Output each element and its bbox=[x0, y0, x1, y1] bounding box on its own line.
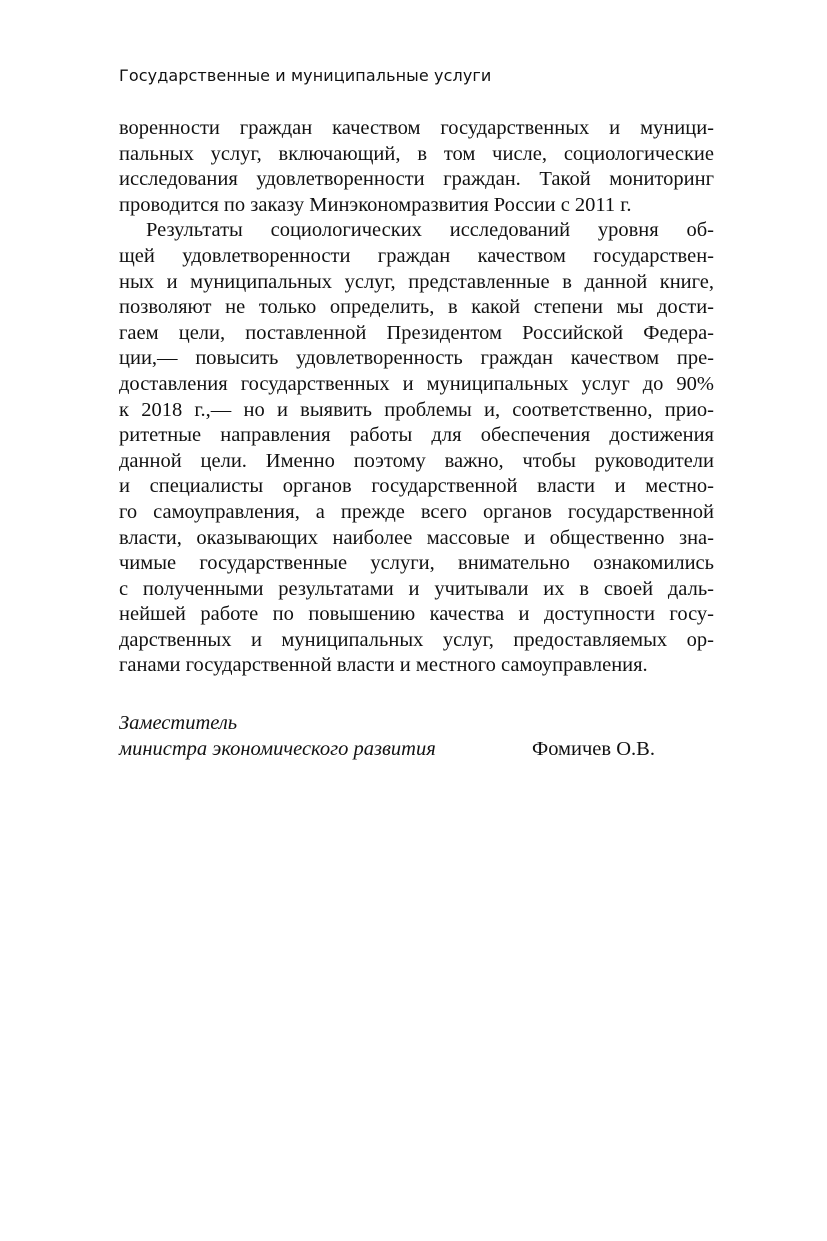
text-line: доставления государственных и муниципальных услуг до 90% bbox=[119, 372, 714, 395]
signature-name: Фомичев О.В. bbox=[532, 737, 655, 760]
text-line: нейшей работе по повышению качества и доступности госу- bbox=[119, 603, 714, 626]
text-line: и специалисты органов государственной власти и местно- bbox=[119, 475, 714, 498]
signature-role-line-2: министра экономического развития bbox=[119, 737, 436, 760]
body-text bbox=[119, 116, 714, 679]
text-line: пальных услуг, включающий, в том числе, социологические bbox=[119, 142, 714, 165]
text-line: ритетные направления работы для обеспечения достижения bbox=[119, 424, 714, 447]
signature-role-line-1: Заместитель bbox=[119, 712, 238, 734]
text-line: с полученными результатами и учитывали их в своей даль- bbox=[119, 577, 714, 600]
text-line: ции,— повысить удовлетворенность граждан качеством пре- bbox=[119, 347, 714, 370]
text-line: го самоуправления, а прежде всего органов государственной bbox=[119, 500, 714, 523]
text-line: чимые государственные услуги, внимательно ознакомились bbox=[119, 552, 714, 575]
text-line: гаем цели, поставленной Президентом Российской Федера- bbox=[119, 321, 714, 344]
text-line: щей удовлетворенности граждан качеством государствен- bbox=[119, 244, 714, 267]
text-line: дарственных и муниципальных услуг, предоставляемых ор- bbox=[119, 628, 714, 651]
text-line: данной цели. Именно поэтому важно, чтобы руководители bbox=[119, 449, 714, 472]
text-line: власти, оказывающих наиболее массовые и общественно зна- bbox=[119, 526, 714, 549]
text-line: ганами государственной власти и местного самоуправления. bbox=[119, 654, 648, 677]
text-line: позволяют не только определить, в какой степени мы дости- bbox=[119, 296, 714, 319]
text-line: проводится по заказу Минэкономразвития России с 2011 г. bbox=[119, 193, 632, 216]
text-line: исследования удовлетворенности граждан. Такой мониторинг bbox=[119, 168, 714, 191]
signature-block bbox=[119, 711, 679, 762]
text-line: ных и муниципальных услуг, представленные в данной книге, bbox=[119, 270, 714, 293]
running-header: Государственные и муниципальные услуги bbox=[119, 66, 492, 85]
text-line: Результаты социологических исследований уровня об- bbox=[146, 219, 714, 242]
text-line: воренности граждан качеством государственных и муници- bbox=[119, 117, 714, 139]
text-line: к 2018 г.,— но и выявить проблемы и, соответственно, прио- bbox=[119, 398, 714, 421]
